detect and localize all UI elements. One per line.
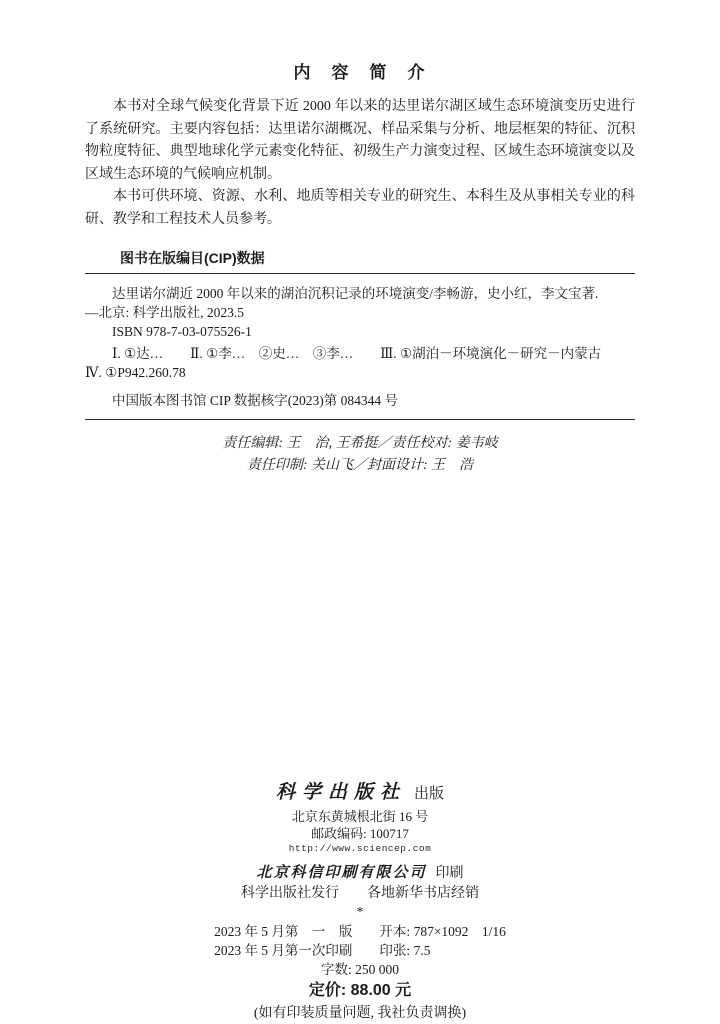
cip-registration: 中国版本图书馆 CIP 数据核字(2023)第 084344 号 xyxy=(112,393,398,408)
separator-asterisk: * xyxy=(356,905,364,920)
edition-line-2: 2023 年 5 月第一次印刷 印张: 7.5 xyxy=(214,943,431,958)
publisher-logo-suffix: 出版 xyxy=(414,786,445,802)
credits-editors: 责任编辑: 王 治, 王希挺／责任校对: 姜韦岐 xyxy=(222,436,498,451)
publisher-logo-line xyxy=(85,782,635,805)
credits-printing: 责任印制: 关山飞／封面设计: 王 浩 xyxy=(246,458,474,473)
edition-line-1: 2023 年 5 月第 一 版 开本: 787×1092 1/16 xyxy=(214,924,506,939)
publisher-address: 北京东黄城根北街 16 号 xyxy=(291,809,429,824)
edition-block xyxy=(214,922,506,960)
cip-title-line: 达里诺尔湖近 2000 年以来的湖泊沉积记录的环境演变/李畅游，史小红，李文宝著. xyxy=(112,286,599,301)
cip-section xyxy=(85,248,635,420)
cip-isbn: ISBN 978-7-03-075526-1 xyxy=(112,324,252,339)
publisher-postal-code: 邮政编码: 100717 xyxy=(311,826,409,841)
printer-line xyxy=(85,862,635,884)
printer-name: 北京科信印刷有限公司 xyxy=(256,865,427,881)
price: 定价: 88.00 元 xyxy=(308,982,412,999)
blank-space xyxy=(85,477,635,782)
edition-block-wrap xyxy=(85,920,635,960)
abstract-section xyxy=(85,58,635,231)
colophon-section xyxy=(85,782,635,1024)
printer-suffix: 印刷 xyxy=(435,866,464,881)
cip-body xyxy=(85,273,635,420)
cip-index-line: Ⅰ. ①达… Ⅱ. ①李… ②史… ③李… Ⅲ. ①湖泊－环境演化－研究－内蒙古 xyxy=(112,346,602,361)
publisher-website: http://www.sciencep.com xyxy=(288,843,432,854)
publisher-logo: 科学出版社 xyxy=(275,782,406,803)
abstract-paragraph-2: 本书可供环境、资源、水利、地质等相关专业的研究生、本科生及从事相关专业的科研、教学和工程技术人员参考。 xyxy=(85,189,635,227)
cip-header: 图书在版编目(CIP)数据 xyxy=(120,250,265,266)
cip-city-line: —北京: 科学出版社, 2023.5 xyxy=(85,305,245,320)
distribution-line: 科学出版社发行 各地新华书店经销 xyxy=(241,886,479,901)
abstract-paragraph-1: 本书对全球气候变化背景下近 2000 年以来的达里诺尔湖区域生态环境演变历史进行了系统研究。主要内容包括：达里诺尔湖概况、样品采集与分析、地层框架的特征、沉积物粒度特征、典型地球化学元素变化特征、初级生产力演变过程、区域生态环境演变以及区域生态环境的气候响应机制。 xyxy=(85,99,635,182)
cip-class-line: Ⅳ. ①P942.260.78 xyxy=(85,365,186,380)
credits-section xyxy=(85,433,635,477)
word-count: 字数: 250 000 xyxy=(320,962,399,977)
abstract-title: 内 容 简 介 xyxy=(293,63,427,82)
quality-note: (如有印装质量问题, 我社负责调换) xyxy=(253,1006,467,1021)
